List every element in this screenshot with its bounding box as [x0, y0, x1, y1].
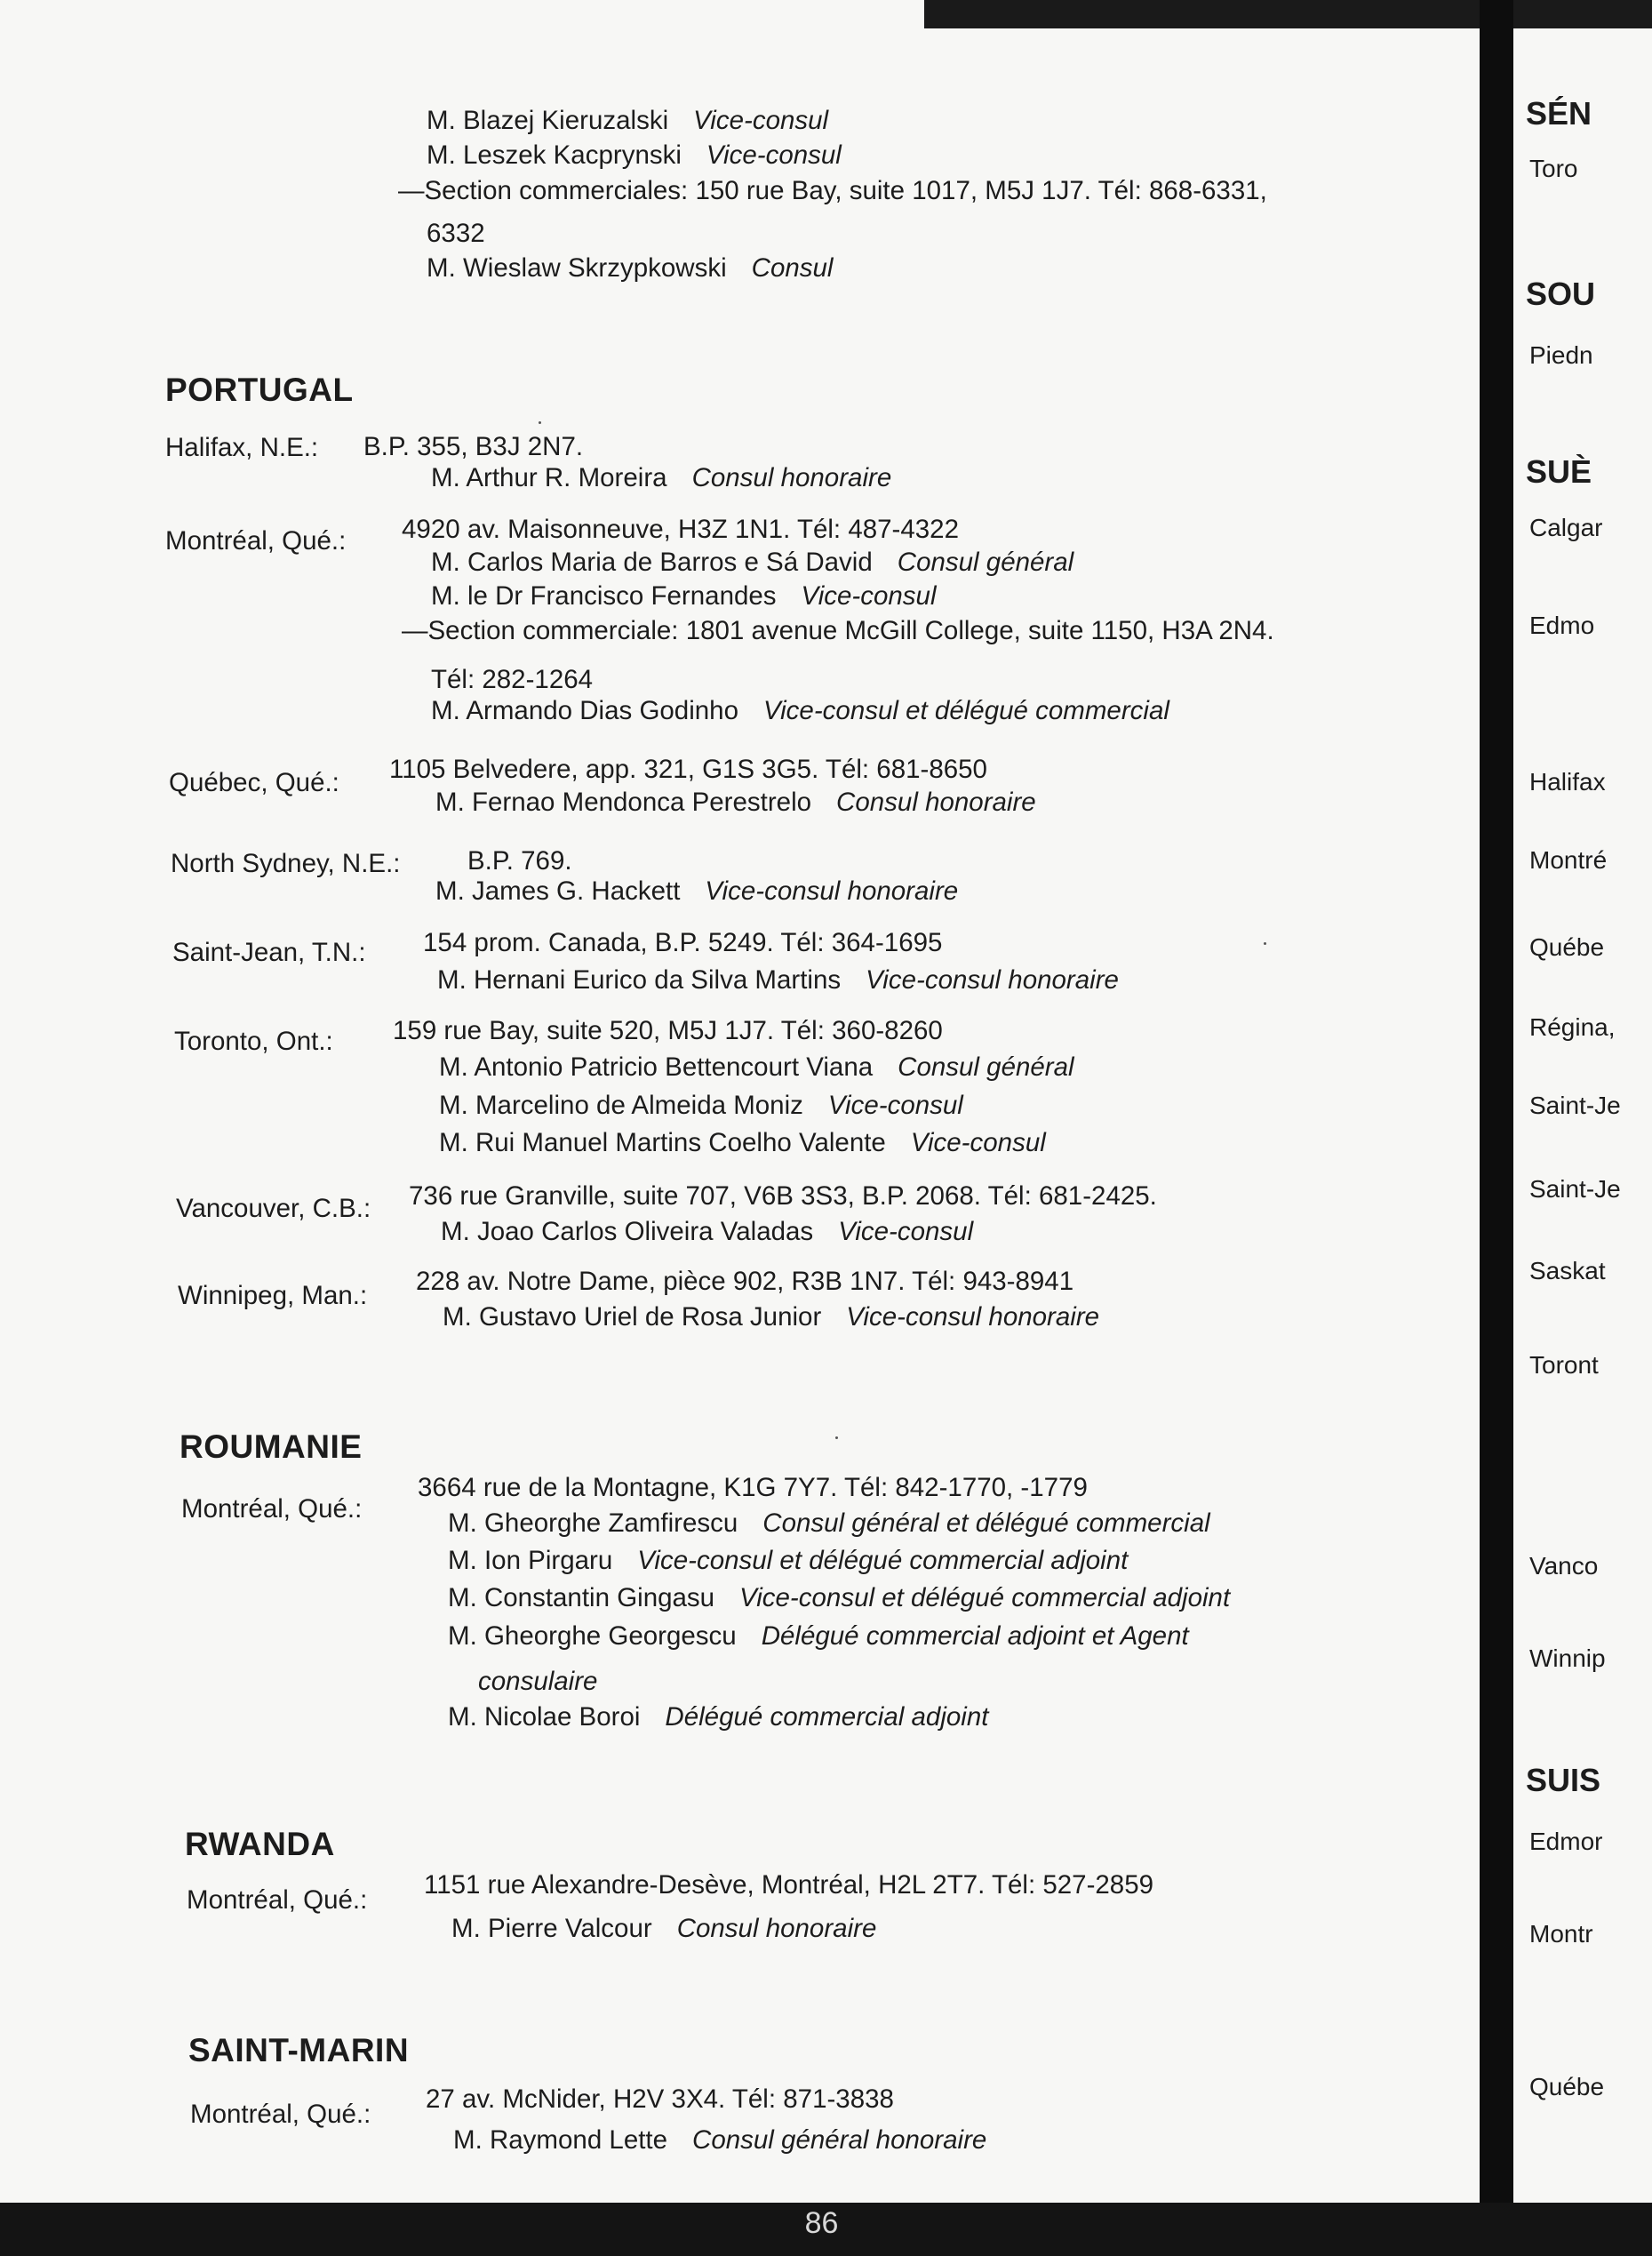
address: 27 av. McNider, H2V 3X4. Tél: 871-3838 — [426, 2084, 894, 2114]
person-title: Vice-consul — [827, 1091, 963, 1120]
person-name: M. le Dr Francisco Fernandes — [431, 581, 777, 611]
person-line — [441, 1216, 973, 1248]
country-heading: ROUMANIE — [180, 1428, 363, 1465]
person-name: M. Fernao Mendonca Perestrelo — [435, 788, 812, 817]
person-name: M. Gheorghe Zamfirescu — [448, 1508, 738, 1538]
person-title: Consul honoraire — [836, 788, 1036, 817]
right-city: Calgar — [1529, 514, 1603, 541]
person-name: M. Carlos Maria de Barros e Sá David — [431, 548, 873, 577]
right-city: Saint-Je — [1529, 1175, 1621, 1203]
right-city: Saint-Je — [1529, 1092, 1621, 1119]
page-number-wrap — [0, 2203, 1652, 2241]
city-label: Montréal, Qué.: — [187, 1885, 368, 1915]
person-line — [431, 580, 937, 612]
city-label: Montréal, Qué.: — [190, 2100, 371, 2129]
person-line — [431, 462, 891, 494]
scan-speck — [835, 1436, 838, 1439]
city-label: Québec, Qué.: — [169, 768, 339, 797]
right-city: Québe — [1529, 2073, 1605, 2100]
person-name: M. Gheorghe Georgescu — [448, 1621, 737, 1651]
right-page-fragment — [1513, 28, 1652, 2203]
person-line — [448, 1545, 1128, 1577]
person-name: M. Gustavo Uriel de Rosa Junior — [443, 1302, 822, 1332]
person-name: M. Ion Pirgaru — [448, 1546, 613, 1575]
person-name: M. Armando Dias Godinho — [431, 696, 738, 725]
address: 1151 rue Alexandre-Desève, Montréal, H2L 2T7. Tél: 527-2859 — [424, 1870, 1154, 1900]
person-title: Consul honoraire — [676, 1914, 877, 1943]
address: 159 rue Bay, suite 520, M5J 1J7. Tél: 360-8260 — [393, 1016, 943, 1045]
person-name: M. Joao Carlos Oliveira Valadas — [441, 1217, 814, 1246]
person-title: Consul général et délégué commercial — [762, 1508, 1210, 1538]
right-city: Halifax — [1529, 768, 1606, 796]
person-line — [448, 1508, 1210, 1540]
person-name: M. Arthur R. Moreira — [431, 463, 667, 492]
address: 228 av. Notre Dame, pièce 902, R3B 1N7. Tél: 943-8941 — [416, 1267, 1074, 1296]
right-city: Toront — [1529, 1351, 1599, 1379]
country-heading: SAINT-MARIN — [188, 2032, 410, 2068]
right-city: Edmor — [1529, 1828, 1603, 1855]
title-continuation: consulaire — [478, 1667, 598, 1696]
person-line — [439, 1052, 1074, 1084]
person-title: Consul honoraire — [691, 463, 892, 492]
person-line — [431, 695, 1169, 727]
person-line — [435, 876, 958, 908]
person-title: Vice-consul honoraire — [846, 1302, 1100, 1332]
person-name: M. Hernani Eurico da Silva Martins — [437, 965, 842, 995]
right-city: Winnip — [1529, 1644, 1606, 1672]
right-heading: SÉN — [1526, 95, 1592, 132]
person-line — [443, 1301, 1099, 1333]
person-name: M. Constantin Gingasu — [448, 1583, 715, 1612]
address: 3664 rue de la Montagne, K1G 7Y7. Tél: 842-1770, -1779 — [418, 1473, 1088, 1502]
phone-line: Tél: 282-1264 — [431, 665, 594, 694]
scan-speck — [1264, 942, 1266, 945]
book-gutter — [1480, 0, 1513, 2256]
person-title: Vice-consul honoraire — [866, 965, 1119, 995]
right-city: Régina, — [1529, 1013, 1616, 1041]
person-name: M. James G. Hackett — [435, 876, 681, 906]
city-label: Winnipeg, Man.: — [178, 1281, 368, 1310]
person-title: Vice-consul — [838, 1217, 974, 1246]
scan-edge-top — [924, 0, 1652, 28]
person-name: M. Blazej Kieruzalski — [427, 106, 669, 135]
person-title: Vice-consul — [801, 581, 937, 611]
person-name: M. Raymond Lette — [453, 2125, 668, 2155]
person-title: Consul général — [898, 1052, 1074, 1082]
country-heading: RWANDA — [185, 1826, 335, 1862]
right-city: Saskat — [1529, 1257, 1606, 1284]
person-title: Délégué commercial adjoint et Agent — [761, 1621, 1189, 1651]
person-line — [439, 1090, 963, 1122]
city-label: Montréal, Qué.: — [181, 1494, 363, 1524]
section-commercial-line: —Section commerciale: 1801 avenue McGill College, suite 1150, H3A 2N4. — [402, 616, 1274, 645]
scan-edge-bottom — [0, 2203, 1652, 2256]
person-line — [448, 1701, 988, 1733]
person-title: Vice-consul et délégué commercial adjoint — [739, 1583, 1231, 1612]
person-name: M. Marcelino de Almeida Moniz — [439, 1091, 803, 1120]
person-line — [448, 1620, 1189, 1652]
country-heading: PORTUGAL — [165, 372, 354, 408]
right-city: Montr — [1529, 1920, 1593, 1948]
person-name: M. Antonio Patricio Bettencourt Viana — [439, 1052, 874, 1082]
person-line — [451, 1913, 876, 1945]
person-title: Consul général — [897, 548, 1074, 577]
person-title: Vice-consul et délégué commercial adjoint — [637, 1546, 1129, 1575]
person-line — [453, 2124, 986, 2156]
section-commercial-line: —Section commerciales: 150 rue Bay, suite 1017, M5J 1J7. Tél: 868-6331, — [398, 176, 1267, 205]
person-line — [431, 547, 1073, 579]
address: B.P. 355, B3J 2N7. — [363, 432, 584, 461]
city-label: Halifax, N.E.: — [165, 433, 319, 462]
person-title: Vice-consul — [706, 140, 842, 170]
person-line — [435, 787, 1036, 819]
phone-continuation: 6332 — [427, 219, 485, 248]
person-title: Consul — [751, 253, 834, 283]
person-name: M. Leszek Kacprynski — [427, 140, 682, 170]
right-city: Vanco — [1529, 1552, 1599, 1580]
person-name: M. Nicolae Boroi — [448, 1702, 641, 1732]
city-label: Saint-Jean, T.N.: — [172, 938, 366, 967]
person-title: Consul général honoraire — [692, 2125, 987, 2155]
scan-speck — [539, 421, 541, 424]
person-name: M. Wieslaw Skrzypkowski — [427, 253, 727, 283]
person-line — [448, 1582, 1230, 1614]
city-label: North Sydney, N.E.: — [171, 849, 401, 878]
person-title: Vice-consul — [910, 1128, 1046, 1157]
right-heading: SUIS — [1526, 1762, 1601, 1798]
address: B.P. 769. — [467, 846, 572, 876]
person-line — [427, 105, 828, 137]
person-line — [427, 252, 833, 284]
address: 736 rue Granville, suite 707, V6B 3S3, B.P. 2068. Tél: 681-2425. — [409, 1181, 1157, 1211]
person-title: Vice-consul honoraire — [705, 876, 959, 906]
right-city: Montré — [1529, 846, 1608, 874]
address: 1105 Belvedere, app. 321, G1S 3G5. Tél: 681-8650 — [389, 755, 987, 784]
page-number: 86 — [804, 2206, 839, 2240]
person-line — [439, 1127, 1046, 1159]
right-city: Edmo — [1529, 612, 1595, 639]
right-heading: SOU — [1526, 276, 1596, 312]
right-city: Piedn — [1529, 341, 1593, 369]
address: 154 prom. Canada, B.P. 5249. Tél: 364-1695 — [423, 928, 943, 957]
right-city: Toro — [1529, 155, 1578, 182]
city-label: Vancouver, C.B.: — [176, 1194, 371, 1223]
person-line — [427, 140, 842, 172]
city-label: Toronto, Ont.: — [174, 1027, 333, 1056]
address: 4920 av. Maisonneuve, H3Z 1N1. Tél: 487-4322 — [402, 515, 959, 544]
right-city: Québe — [1529, 933, 1605, 961]
person-name: M. Pierre Valcour — [451, 1914, 652, 1943]
city-label: Montréal, Qué.: — [165, 526, 347, 556]
right-heading: SUÈ — [1526, 453, 1592, 490]
person-name: M. Rui Manuel Martins Coelho Valente — [439, 1128, 886, 1157]
person-title: Vice-consul — [693, 106, 829, 135]
person-title: Délégué commercial adjoint — [665, 1702, 989, 1732]
person-line — [437, 964, 1119, 996]
person-title: Vice-consul et délégué commercial — [762, 696, 1169, 725]
